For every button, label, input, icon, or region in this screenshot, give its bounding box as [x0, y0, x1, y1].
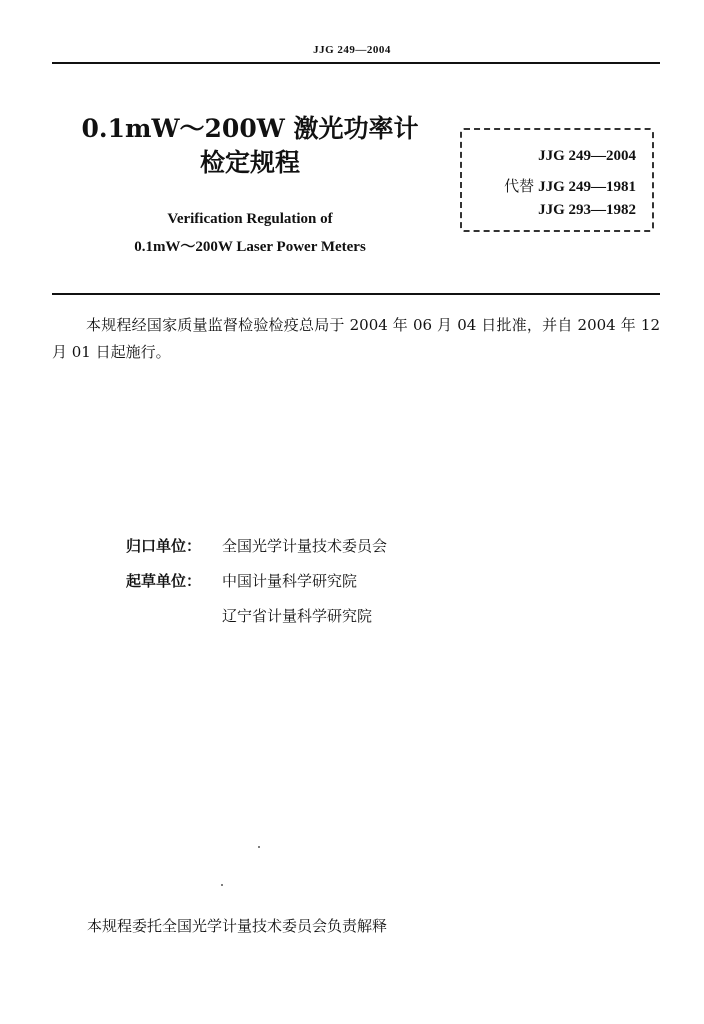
approval-paragraph: 本规程经国家质量监督检验检疫总局于 2004 年 06 月 04 日批准，并自 2004 年 12 月 01 日起施行。 — [52, 316, 660, 361]
scan-speck — [258, 846, 260, 848]
english-title-line-2: 0.1mW～200W Laser Power Meters — [134, 239, 366, 255]
replaces-label: 代替 — [504, 177, 535, 195]
responsible-unit-value: 全国光学计量技术委员会 — [222, 537, 388, 555]
middle-divider — [52, 293, 660, 295]
english-title-line-1: Verification Regulation of — [167, 211, 333, 227]
interpretation-note: 本规程委托全国光学计量技术委员会负责解释 — [87, 917, 388, 935]
drafting-unit-label: 起草单位： — [126, 572, 202, 590]
drafting-unit-value-2: 辽宁省计量科学研究院 — [222, 607, 373, 625]
top-divider — [52, 62, 660, 64]
responsible-unit-label: 归口单位： — [126, 537, 202, 555]
standard-code-box — [460, 128, 654, 232]
chinese-title-line-2: 检定规程 — [199, 148, 300, 177]
responsible-unit-row — [126, 535, 387, 557]
chinese-title-line-1: 0.1mW～200W 激光功率计 — [81, 114, 419, 143]
drafting-unit-row — [126, 570, 357, 592]
english-title — [60, 205, 440, 261]
replaced-code-1-value: JJG 249—1981 — [538, 179, 636, 195]
header-standard-code: JJG 249—2004 — [313, 44, 391, 56]
replaced-code-1 — [504, 175, 636, 196]
replaced-code-2: JJG 293—1982 — [538, 202, 636, 218]
scan-speck — [221, 884, 223, 886]
current-code: JJG 249—2004 — [538, 148, 636, 164]
drafting-unit-row-2 — [126, 605, 372, 627]
drafting-unit-value-1: 中国计量科学研究院 — [222, 572, 358, 590]
chinese-title — [60, 112, 440, 180]
